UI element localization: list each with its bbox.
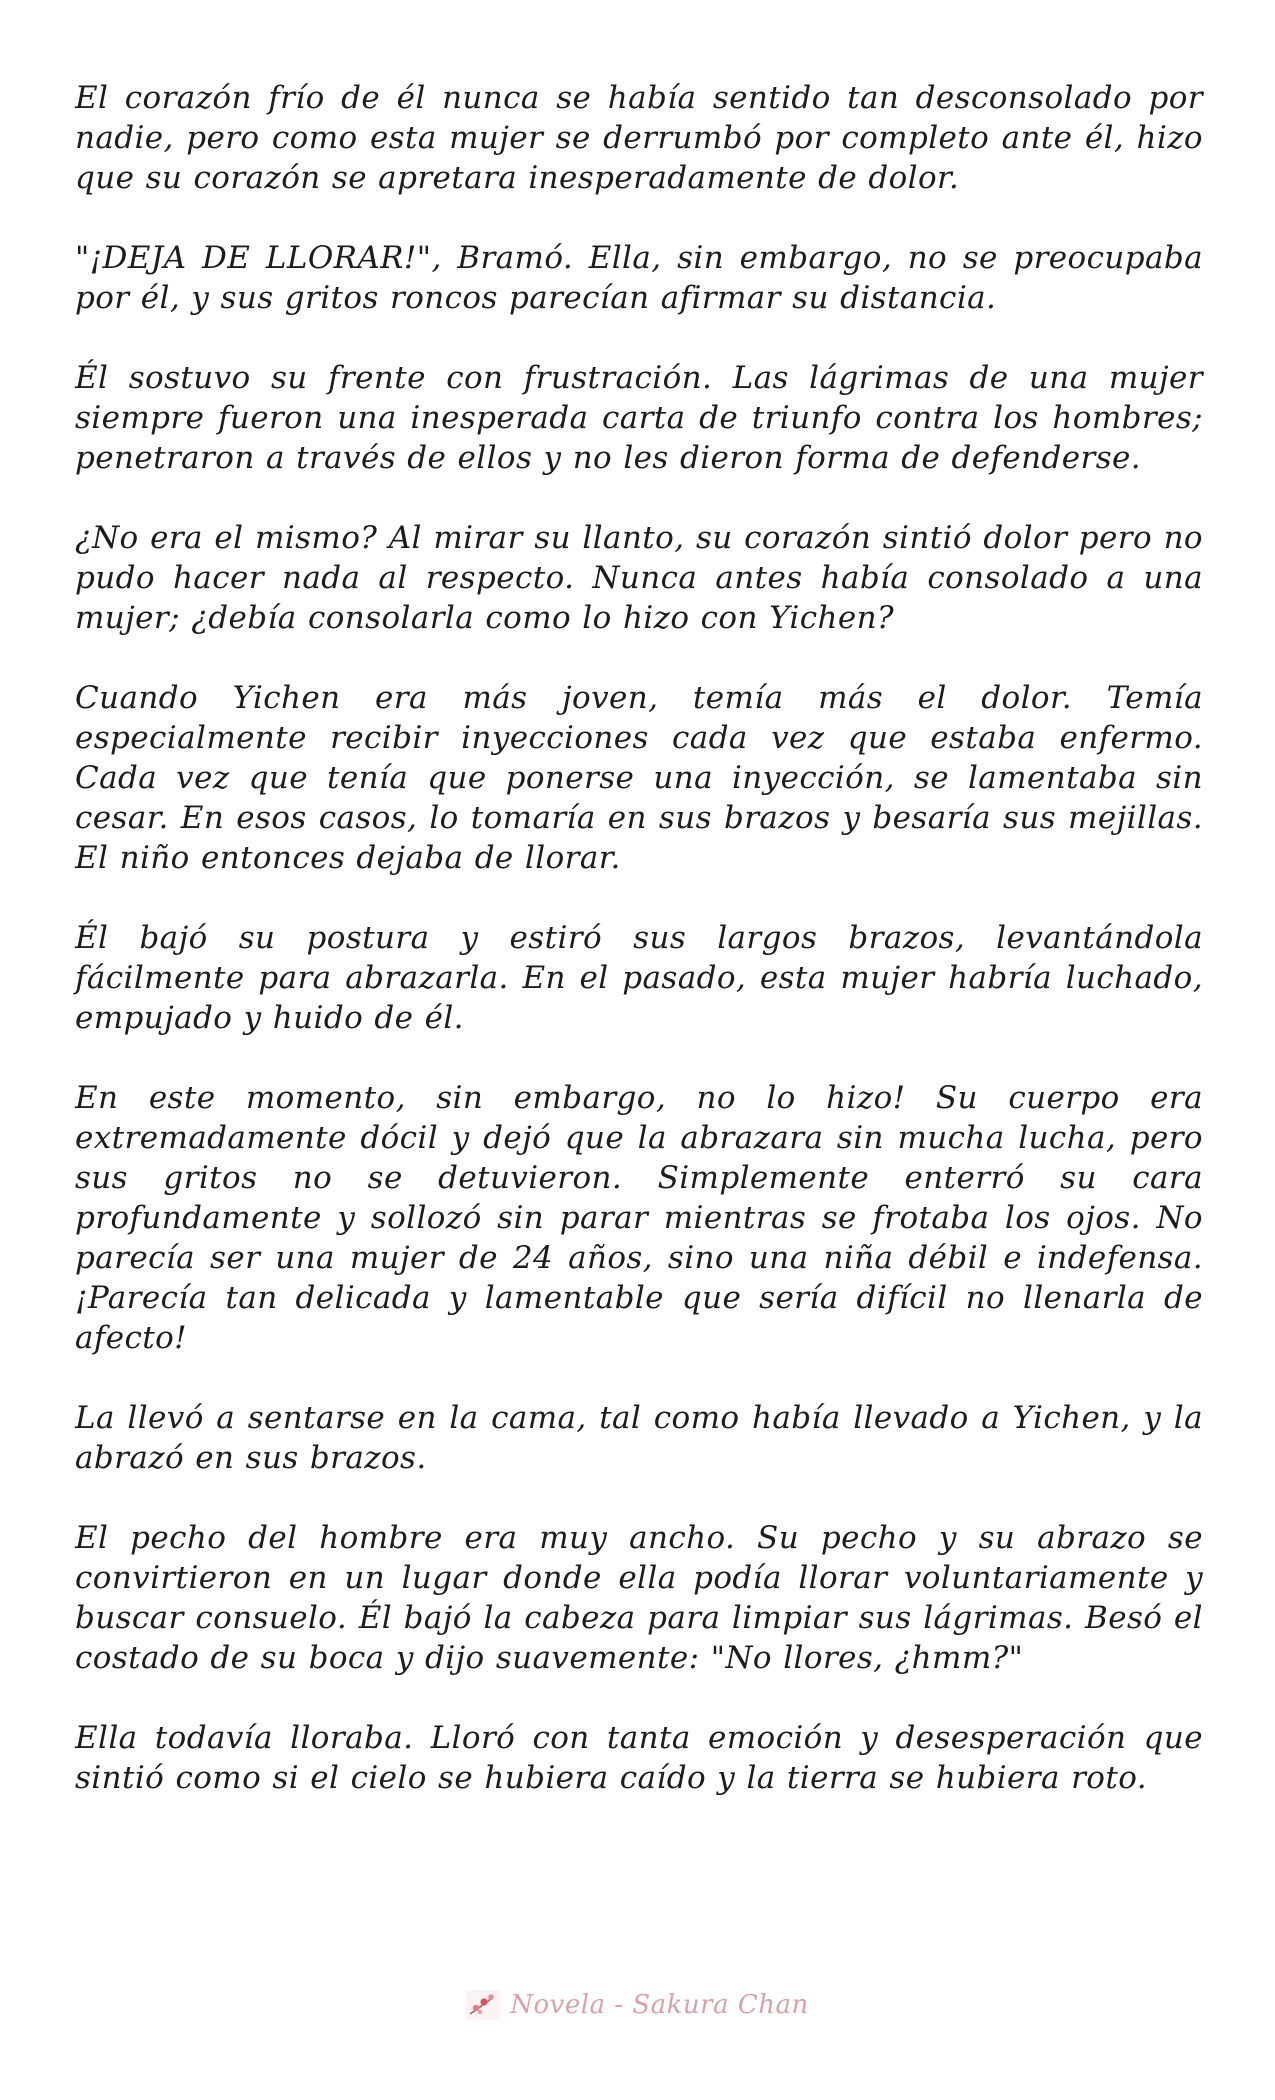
paragraph: ¿No era el mismo? Al mirar su llanto, su corazón sintió dolor pero no pudo hacer nada al respecto. Nunca antes había consolado a una mujer; ¿debía consolarla como lo hizo con Yichen? <box>75 520 1203 636</box>
sakura-blossom-icon <box>466 1990 500 2020</box>
paragraph: Ella todavía lloraba. Lloró con tanta emoción y desesperación que sintió como si el cielo se hubiera caído y la tierra se hubiera roto. <box>75 1720 1203 1796</box>
paragraph: Él bajó su postura y estiró sus largos brazos, levantándola fácilmente para abrazarla. En el pasado, esta mujer habría luchado, empujado y huido de él. <box>75 920 1203 1036</box>
paragraph: El pecho del hombre era muy ancho. Su pecho y su abrazo se convirtieron en un lugar donde ella podía llorar voluntariamente y buscar consuelo. Él bajó la cabeza para limpiar sus lágrimas. Besó el costado de su boca y dijo suavemente: "No llores, ¿hmm?" <box>75 1520 1203 1676</box>
paragraph: Él sostuvo su frente con frustración. Las lágrimas de una mujer siempre fueron una inesperada carta de triunfo contra los hombres; penetraron a través de ellos y no les dieron forma de defenderse. <box>75 360 1203 476</box>
paragraph: "¡DEJA DE LLORAR!", Bramó. Ella, sin embargo, no se preocupaba por él, y sus gritos roncos parecían afirmar su distancia. <box>75 240 1203 316</box>
paragraph: Cuando Yichen era más joven, temía más el dolor. Temía especialmente recibir inyecciones cada vez que estaba enfermo. Cada vez que tenía que ponerse una inyección, se lamentaba sin cesar. En esos casos, lo tomaría en sus brazos y besaría sus mejillas. El niño entonces dejaba de llorar. <box>75 680 1203 876</box>
paragraph: La llevó a sentarse en la cama, tal como había llevado a Yichen, y la abrazó en sus brazos. <box>75 1400 1203 1476</box>
footer-text: Novela - Sakura Chan <box>510 1990 809 2020</box>
footer-watermark <box>0 1990 1275 2020</box>
paragraph: El corazón frío de él nunca se había sentido tan desconsolado por nadie, pero como esta mujer se derrumbó por completo ante él, hizo que su corazón se apretara inesperadamente de dolor. <box>75 80 1203 196</box>
document-body <box>75 78 1203 1838</box>
paragraph: En este momento, sin embargo, no lo hizo! Su cuerpo era extremadamente dócil y dejó que la abrazara sin mucha lucha, pero sus gritos no se detuvieron. Simplemente enterró su cara profundamente y sollozó sin parar mientras se frotaba los ojos. No parecía ser una mujer de 24 años, sino una niña débil e indefensa. ¡Parecía tan delicada y lamentable que sería difícil no llenarla de afecto! <box>75 1080 1203 1356</box>
